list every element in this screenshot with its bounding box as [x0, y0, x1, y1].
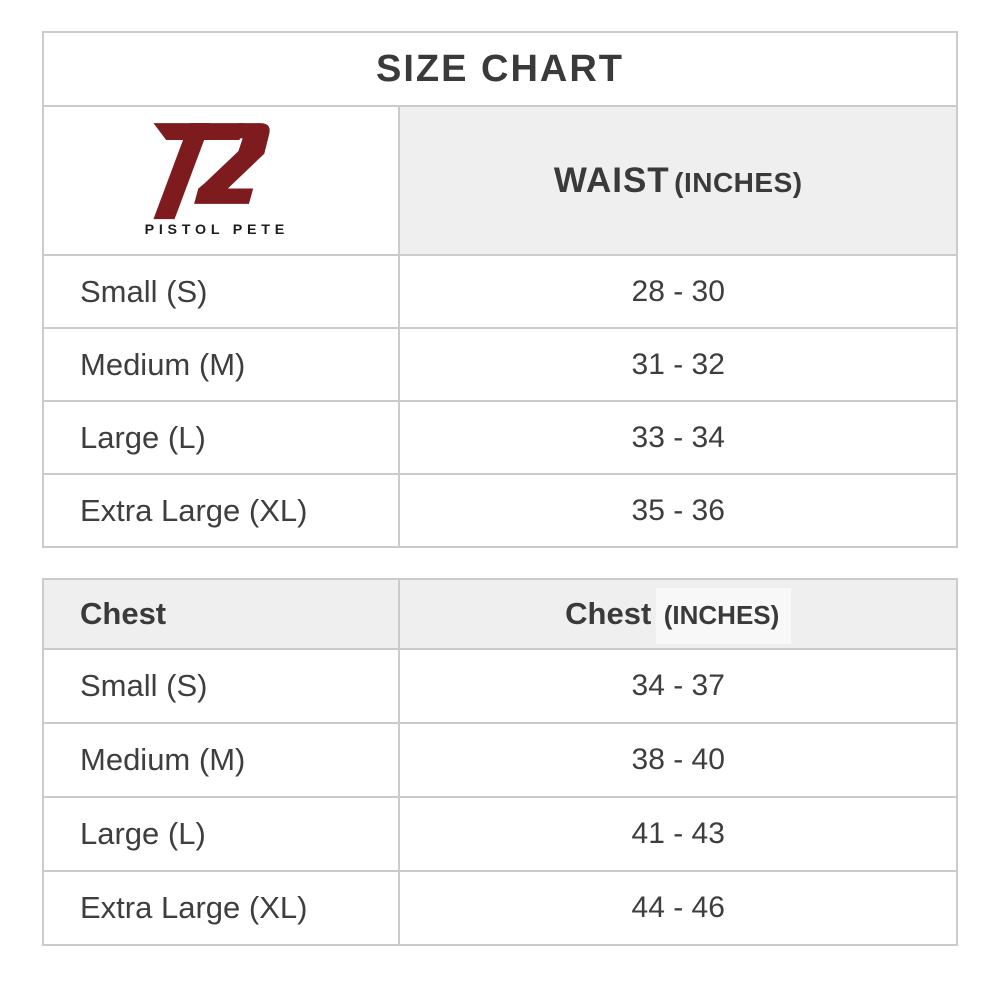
inches-value: 33 - 34 [399, 401, 957, 474]
size-label: Medium (M) [43, 328, 399, 401]
table-row [43, 871, 957, 945]
waist-header-unit: (INCHES) [674, 166, 803, 198]
table-row [43, 255, 957, 328]
size-label: Large (L) [43, 797, 399, 871]
table-row [43, 649, 957, 723]
waist-header-label: WAIST [553, 160, 670, 200]
inches-value: 38 - 40 [399, 723, 957, 797]
header-row [43, 106, 957, 255]
size-label: Medium (M) [43, 723, 399, 797]
size-label: Small (S) [43, 255, 399, 328]
table-row [43, 723, 957, 797]
title-row [43, 32, 957, 106]
size-label: Small (S) [43, 649, 399, 723]
brand-name: PISTOL PETE [144, 221, 290, 238]
size-label: Large (L) [43, 401, 399, 474]
header-row [43, 579, 957, 649]
table-row [43, 401, 957, 474]
waist-size-table [42, 31, 958, 548]
size-label: Extra Large (XL) [43, 474, 399, 547]
inches-value: 44 - 46 [399, 871, 957, 945]
brand-logo-cell [43, 106, 399, 255]
pistol-pete-logo [126, 108, 316, 253]
chest-header-label: Chest [565, 596, 652, 631]
table-row [43, 474, 957, 547]
chest-size-table [42, 578, 958, 946]
table-row [43, 328, 957, 401]
chest-header-cell [399, 579, 957, 649]
chest-corner-label: Chest [43, 579, 399, 649]
page-title: SIZE CHART [43, 32, 957, 106]
waist-header-cell [399, 106, 957, 255]
inches-value: 35 - 36 [399, 474, 957, 547]
p2-monogram-icon [126, 108, 316, 248]
inches-value: 31 - 32 [399, 328, 957, 401]
inches-value: 28 - 30 [399, 255, 957, 328]
chest-header-unit: (INCHES) [656, 588, 792, 644]
inches-value: 41 - 43 [399, 797, 957, 871]
inches-value: 34 - 37 [399, 649, 957, 723]
table-spacer [0, 548, 1000, 578]
size-label: Extra Large (XL) [43, 871, 399, 945]
table-row [43, 797, 957, 871]
